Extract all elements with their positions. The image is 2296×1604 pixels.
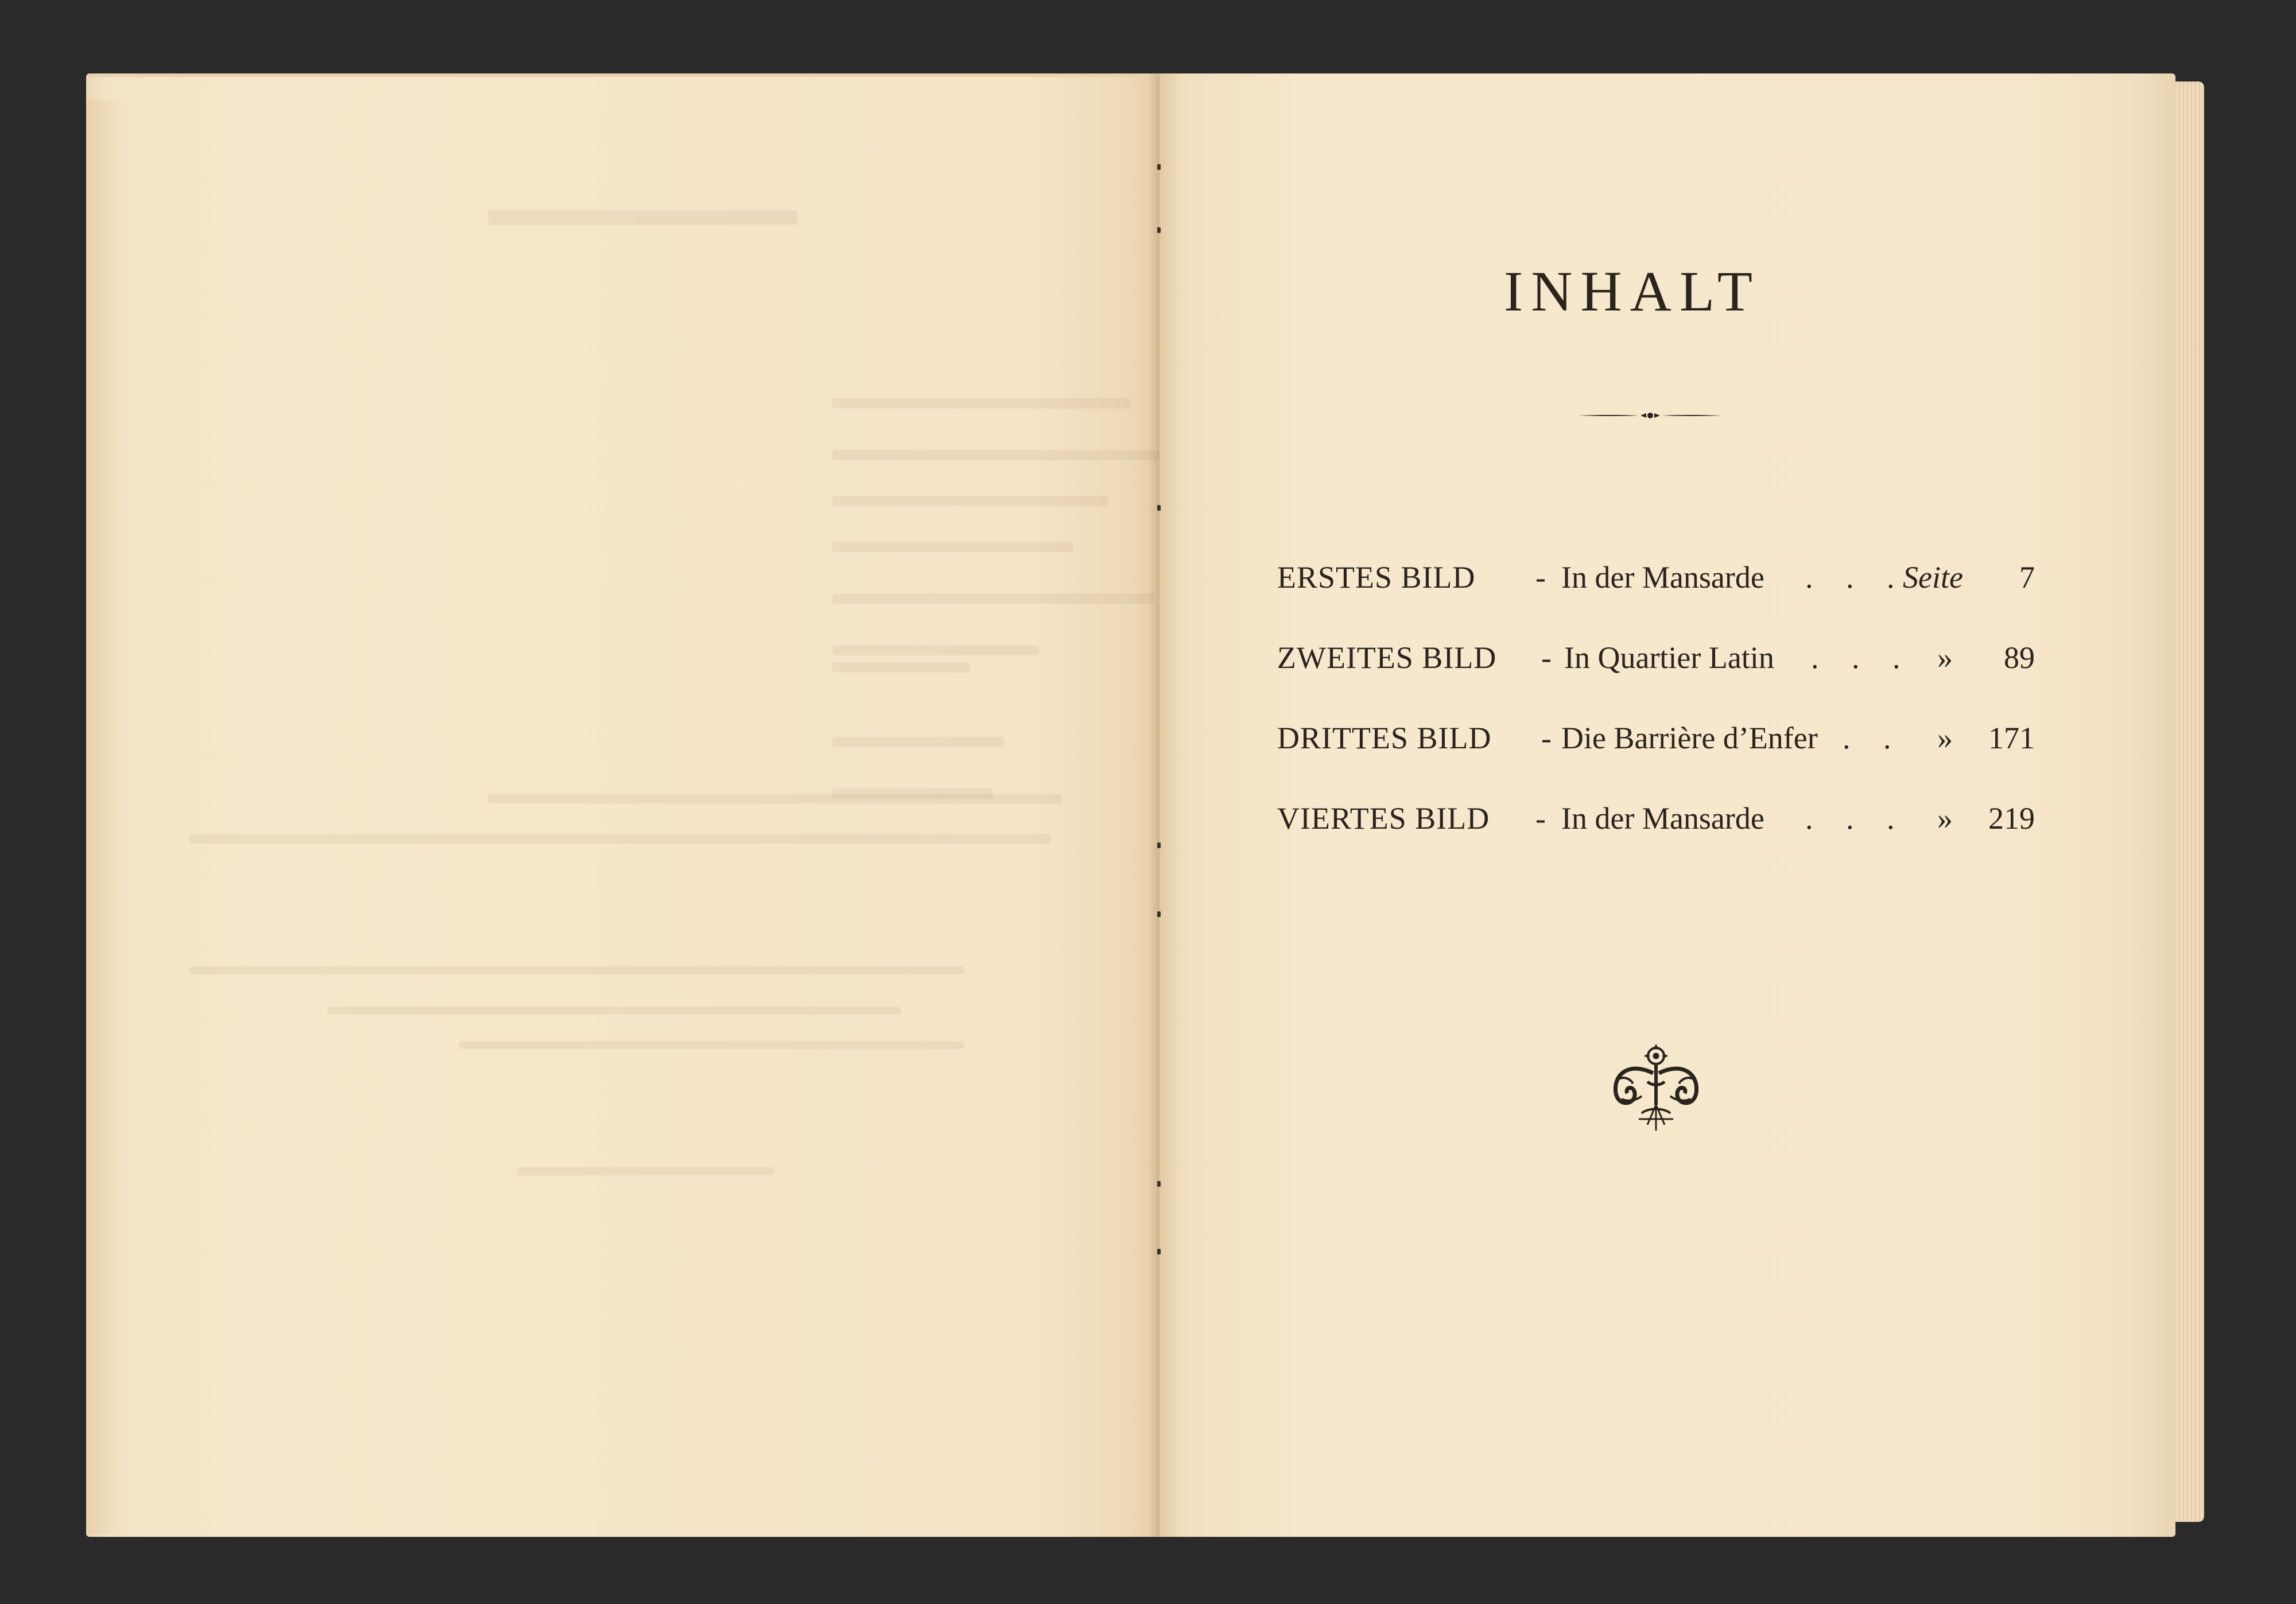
toc-ditto-marker: » (1937, 801, 1953, 836)
toc-chapter: DRITTES BILD (1277, 721, 1492, 755)
toc-seite-label: Seite (1903, 560, 1963, 595)
toc-page-number: 171 (1988, 721, 2035, 755)
toc-page-number: 219 (1988, 801, 2035, 836)
toc-leader-dots: . . (1843, 721, 1904, 755)
binding-stitch (1157, 911, 1161, 917)
show-through-marks (86, 77, 1159, 1540)
ornament-rule-icon (1578, 409, 1722, 422)
floral-vignette-icon (1607, 1039, 1705, 1136)
toc-chapter: ZWEITES BILD (1277, 640, 1497, 675)
toc-entry (1277, 720, 2035, 801)
binding-stitch (1157, 227, 1161, 233)
toc-separator: - (1541, 640, 1552, 675)
toc-leader-dots: . . . (1805, 560, 1907, 595)
binding-stitch (1157, 842, 1161, 848)
toc-page-number: 89 (2004, 640, 2035, 675)
toc-separator: - (1541, 721, 1552, 755)
toc-subtitle: In der Mansarde (1561, 560, 1764, 595)
toc-page-number: 7 (2019, 560, 2035, 595)
toc-chapter: VIERTES BILD (1277, 801, 1490, 836)
binding-stitch (1157, 1249, 1161, 1255)
toc-leader-dots: . . . (1811, 640, 1913, 675)
toc-ditto-marker: » (1937, 721, 1953, 755)
page-title: INHALT (1504, 259, 1760, 323)
toc-entry (1277, 801, 2035, 881)
binding-stitch (1157, 505, 1161, 511)
toc-separator: - (1535, 560, 1546, 595)
toc-subtitle: In Quartier Latin (1564, 640, 1774, 675)
toc-subtitle: In der Mansarde (1561, 801, 1764, 836)
toc-ditto-marker: » (1937, 640, 1953, 675)
toc-chapter: ERSTES BILD (1277, 560, 1476, 595)
toc-entry (1277, 560, 2035, 640)
toc-leader-dots: . . . (1805, 801, 1907, 836)
binding-stitch (1157, 164, 1161, 170)
binding-stitch (1157, 1181, 1161, 1187)
left-page (86, 73, 1159, 1537)
toc-entry (1277, 640, 2035, 720)
toc-subtitle: Die Barrière d’Enfer (1561, 721, 1818, 755)
table-of-contents (1277, 560, 2035, 881)
page-stack-edge (2175, 81, 2204, 1522)
toc-separator: - (1535, 801, 1546, 836)
